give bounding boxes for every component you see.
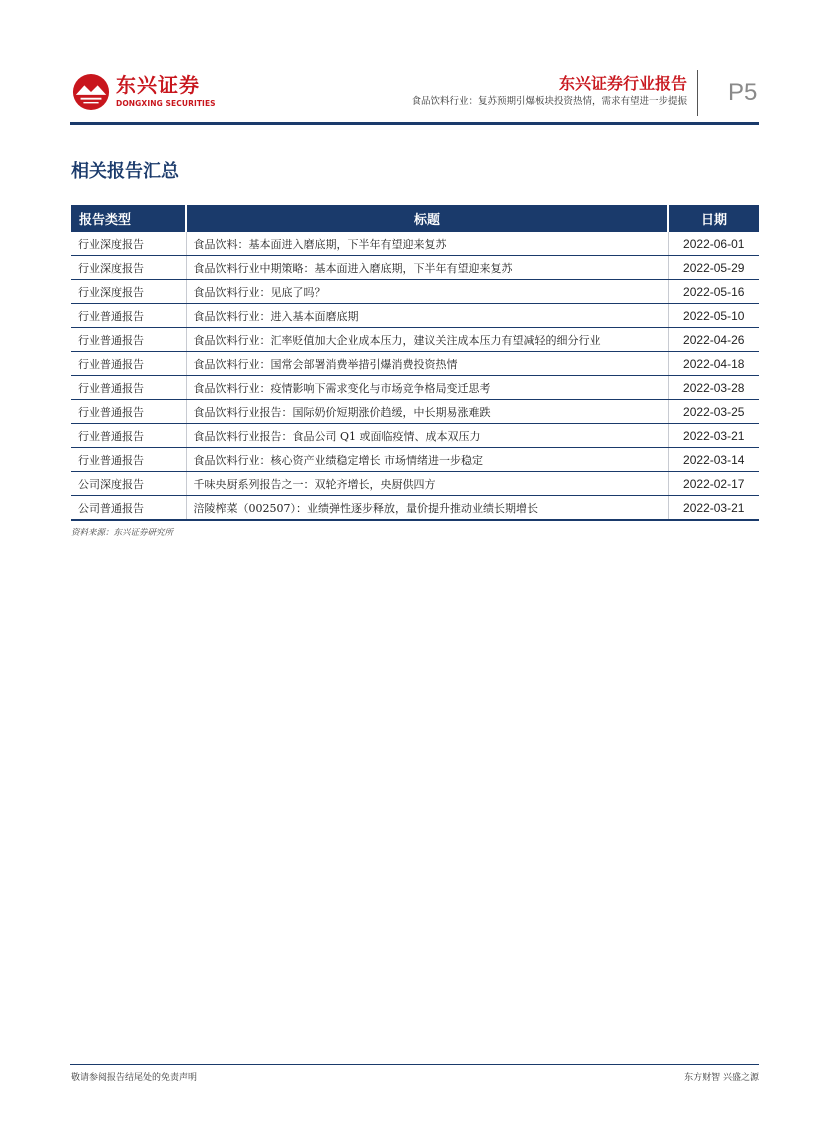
table-row	[71, 472, 759, 496]
report-title-cell: 食品饮料行业：进入基本面磨底期	[186, 304, 668, 328]
footer-rule	[70, 1064, 759, 1065]
column-header-title: 标题	[186, 205, 668, 232]
table-row	[71, 352, 759, 376]
company-logo-icon	[72, 73, 110, 111]
report-type-cell: 行业普通报告	[71, 400, 186, 424]
report-title-cell: 涪陵榨菜（002507）：业绩弹性逐步释放，量价提升推动业绩长期增长	[186, 496, 668, 521]
report-date-cell: 2022-06-01	[668, 232, 759, 256]
table-row	[71, 232, 759, 256]
report-type-cell: 行业普通报告	[71, 352, 186, 376]
report-title-cell: 食品饮料行业：国常会部署消费举措引爆消费投资热情	[186, 352, 668, 376]
report-type-cell: 行业普通报告	[71, 424, 186, 448]
header-rule	[70, 122, 759, 125]
report-type-cell: 公司普通报告	[71, 496, 186, 521]
table-row	[71, 256, 759, 280]
report-type-cell: 公司深度报告	[71, 472, 186, 496]
table-header-row	[71, 205, 759, 232]
report-date-cell: 2022-03-28	[668, 376, 759, 400]
column-header-type: 报告类型	[71, 205, 186, 232]
report-date-cell: 2022-05-10	[668, 304, 759, 328]
footer-disclaimer: 敬请参阅报告结尾处的免责声明	[71, 1073, 198, 1083]
logo-text-cn: 东兴证券	[116, 73, 200, 97]
header-divider	[697, 70, 698, 116]
page-number: P5	[728, 79, 758, 106]
table-row	[71, 280, 759, 304]
table-row	[71, 400, 759, 424]
report-date-cell: 2022-03-25	[668, 400, 759, 424]
report-type-cell: 行业普通报告	[71, 304, 186, 328]
report-subtitle: 食品饮料行业：复苏预期引爆板块投资热情，需求有望进一步提振	[411, 96, 687, 107]
report-date-cell: 2022-03-21	[668, 496, 759, 521]
report-title-cell: 千味央厨系列报告之一：双轮齐增长，央厨供四方	[186, 472, 668, 496]
report-type-cell: 行业深度报告	[71, 232, 186, 256]
footer-slogan: 东方财智 兴盛之源	[684, 1073, 759, 1083]
report-title-cell: 食品饮料行业：疫情影响下需求变化与市场竞争格局变迁思考	[186, 376, 668, 400]
report-type-title: 东兴证券行业报告	[558, 74, 687, 93]
report-date-cell: 2022-04-18	[668, 352, 759, 376]
report-type-cell: 行业普通报告	[71, 448, 186, 472]
report-type-cell: 行业深度报告	[71, 280, 186, 304]
report-title-cell: 食品饮料行业：见底了吗？	[186, 280, 668, 304]
report-date-cell: 2022-03-14	[668, 448, 759, 472]
related-reports-table	[71, 205, 759, 521]
report-date-cell: 2022-05-29	[668, 256, 759, 280]
report-date-cell: 2022-04-26	[668, 328, 759, 352]
report-date-cell: 2022-02-17	[668, 472, 759, 496]
report-title-cell: 食品饮料行业报告：食品公司 Q1 或面临疫情、成本双压力	[186, 424, 668, 448]
report-type-cell: 行业普通报告	[71, 376, 186, 400]
report-title-cell: 食品饮料行业报告：国际奶价短期涨价趋缓，中长期易涨难跌	[186, 400, 668, 424]
section-title: 相关报告汇总	[71, 161, 179, 182]
report-type-cell: 行业深度报告	[71, 256, 186, 280]
table-row	[71, 376, 759, 400]
report-title-cell: 食品饮料行业中期策略：基本面进入磨底期，下半年有望迎来复苏	[186, 256, 668, 280]
table-row	[71, 328, 759, 352]
table-row	[71, 448, 759, 472]
report-date-cell: 2022-03-21	[668, 424, 759, 448]
source-note: 资料来源：东兴证券研究所	[71, 528, 174, 538]
table-row	[71, 424, 759, 448]
report-date-cell: 2022-05-16	[668, 280, 759, 304]
report-title-cell: 食品饮料行业：核心资产业绩稳定增长 市场情绪进一步稳定	[186, 448, 668, 472]
report-title-cell: 食品饮料：基本面进入磨底期，下半年有望迎来复苏	[186, 232, 668, 256]
column-header-date: 日期	[668, 205, 759, 232]
report-type-cell: 行业普通报告	[71, 328, 186, 352]
logo-text-en: DONGXING SECURITIES	[116, 99, 216, 108]
report-title-cell: 食品饮料行业：汇率贬值加大企业成本压力，建议关注成本压力有望减轻的细分行业	[186, 328, 668, 352]
table-row	[71, 496, 759, 521]
table-body	[71, 232, 759, 520]
table-row	[71, 304, 759, 328]
